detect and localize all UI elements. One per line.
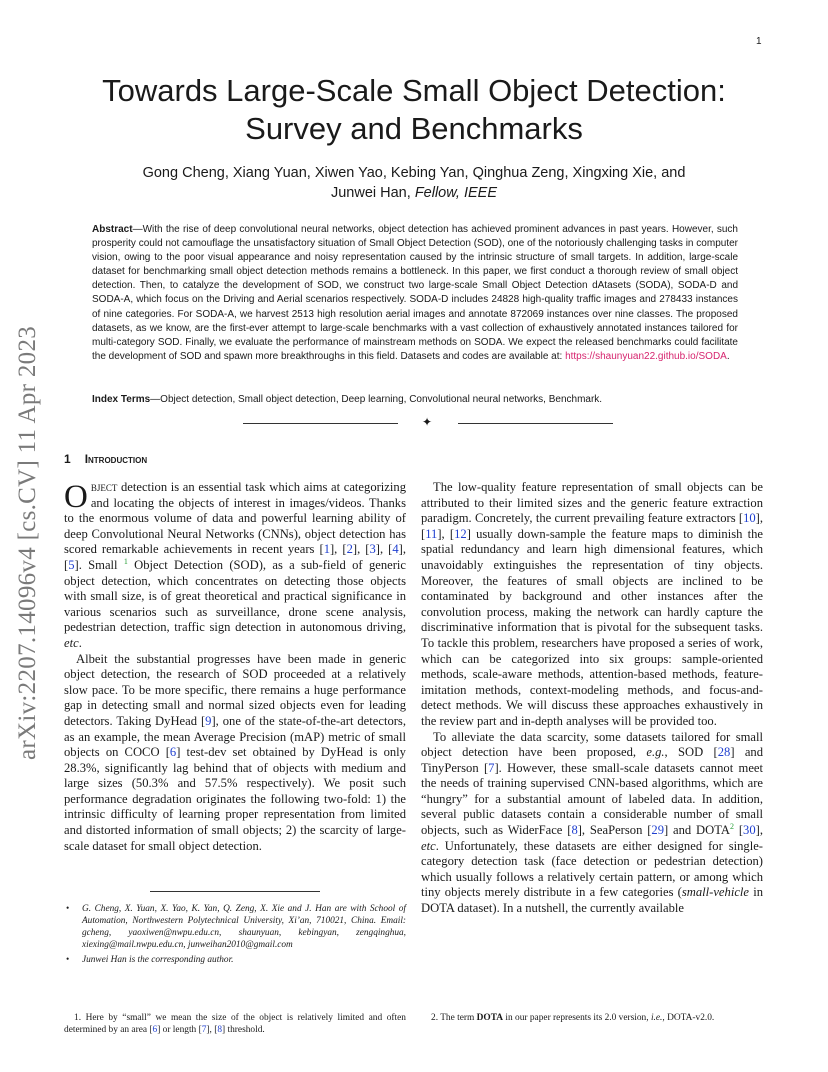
citation-link[interactable]: 6 [152, 1025, 158, 1035]
divider-rule-right [458, 423, 613, 424]
right-column [421, 480, 763, 917]
intro-paragraph-1 [64, 480, 406, 652]
citation-separator: ], [ [329, 542, 347, 557]
citation-link[interactable]: 3 [369, 542, 376, 557]
index-terms [92, 393, 738, 407]
divider-rule-left [243, 423, 398, 424]
footnote-text-bold: DOTA [476, 1013, 504, 1023]
intro-text: ]. Small [74, 557, 124, 572]
citation-link[interactable]: 4 [392, 542, 399, 557]
authors-line-2-name: Junwei Han, [330, 185, 415, 201]
footnote-1-marker[interactable]: 1 [123, 556, 128, 566]
paper-title [64, 72, 764, 148]
intro-text: Object Detection (SOD), as a sub-field of generic object detection, which concentrates on detecting those objects with small size, is of great theoretical and practical significance in various scenarios such as surveillance, drone scene analysis, pedestrian detection, traffic sign detection in autonomous driving, [64, 557, 406, 635]
abstract [92, 223, 738, 364]
intro-lead-word: bject [90, 480, 118, 494]
intro-text: [ [734, 823, 744, 838]
intro-text: in DOTA dataset). In a nutshell, the currently available [421, 885, 763, 916]
citation-separator: ], [ [64, 542, 406, 572]
footnote-text: ] or length [ [157, 1025, 202, 1035]
intro-text: To alleviate the data scarcity, some datasets tailored for small object detection have been proposed, [421, 729, 763, 760]
author-list [100, 163, 728, 203]
intro-text: detection is an essential task which aims at categorizing and locating the objects of interest in images/videos. Thanks to the enormous volume of data and powerful learning ability of deep Convolutional Neural Networks (CNNs), object detection has scored remarkable achievements in recent years [ [64, 480, 406, 557]
citation-link[interactable]: 30 [743, 823, 756, 838]
divider-diamond-icon: ✦ [422, 415, 433, 429]
intro-text-italic: etc [64, 635, 79, 650]
citation-link[interactable]: 1 [323, 542, 330, 557]
citation-separator: ], [ [437, 526, 455, 541]
citation-link[interactable]: 29 [651, 823, 664, 838]
footnote-text: , DOTA-v2.0. [662, 1013, 715, 1023]
citation-link[interactable]: 7 [488, 760, 495, 775]
authors-line-1: Gong Cheng, Xiang Yuan, Xiwen Yao, Kebing Yan, Qinghua Zeng, Xingxing Xie, and [142, 165, 686, 181]
intro-text: ] test-dev set obtained by DyHead is only 28.3%, significantly lag behind that of objects with medium and large sizes (50.3% and 57.5% respectively). We posit such performance degradation originates the following two-fold: 1) the intrinsic difficulty of learning proper representation from limited and distorted information of small objects; 2) the scarcity of large-scale dataset for small object detection. [64, 745, 406, 853]
citation-link[interactable]: 8 [571, 823, 578, 838]
affiliation-text: G. Cheng, X. Yuan, X. Yao, K. Yan, Q. Zeng, X. Xie and J. Han are with School of Automation, Northwestern Polytechnical University, Xi’an, 710021, China. Email: gcheng, yaoxiwen@nwpu.edu.cn, shaunyuan, kebingyan, zengqinghua, xiexing@mail.nwpu.edu.cn, junweihan2010@gmail.com [82, 904, 406, 950]
drop-cap-letter: O [64, 479, 88, 515]
citation-link[interactable]: 5 [68, 557, 75, 572]
authors-fellow-title: Fellow, IEEE [414, 185, 498, 201]
affiliation-item [64, 904, 406, 952]
title-line-2: Survey and Benchmarks [245, 111, 583, 146]
index-terms-label: Index Terms [92, 394, 151, 405]
citation-link[interactable]: 6 [169, 745, 177, 760]
section-number: 1 [64, 452, 71, 466]
citation-link[interactable]: 28 [717, 745, 731, 760]
affiliation-item [64, 955, 406, 967]
footnote-text: 2. The term [431, 1013, 477, 1023]
citation-separator: ], [ [352, 542, 370, 557]
intro-text: ] usually down-sample the feature maps to diminish the spatial redundancy and learn high dimensional features, which unavoidably extinguishes the representation of tiny objects. Moreover, the features of small objects are inclined to be contaminated by background and other instances after the convolution process, making the network can hardly capture the discriminative information that is pivotal for the subsequent tasks. To tackle this problem, researchers have proposed a series of work, which can be categorized into six groups: sample-oriented methods, scale-aware methods, attention-based methods, feature-imitation methods, context-modeling methods, and focus-and-detect methods. We will discuss these approaches exhaustively in the review part and in-depth analyses will be provided too. [421, 526, 763, 728]
abstract-text: —With the rise of deep convolutional neural networks, object detection has achieved prominent advances in past years. However, such prosperity could not camouflage the unsatisfactory situation of Small Object Detection (SOD), one of the notoriously challenging tasks in computer vision, owing to the poor visual appearance and noisy representation caused by the intrinsic structure of small targets. In addition, large-scale dataset for benchmarking small object detection methods remains a bottleneck. In this paper, we first conduct a thorough review of small object detection. Then, to catalyze the development of SOD, we construct two large-scale Small Object Detection dAtasets (SODA), SODA-D and SODA-A, which focus on the Driving and Aerial scenarios respectively. SODA-D includes 24828 high-quality traffic images and 278433 instances of nine categories. For SODA-A, we harvest 2513 high resolution aerial images and annotate 872069 instances over nine classes. The proposed datasets, as we know, are the first-ever attempt to large-scale benchmarks with a vast collection of exhaustively annotated instances tailored for multi-category SOD. Finally, we evaluate the performance of mainstream methods on SODA. We expect the released benchmarks could facilitate the development of SOD and spawn more breakthroughs in this field. Datasets and codes are available at: [92, 224, 738, 362]
page-number: 1 [756, 36, 762, 47]
arxiv-identifier-stamp[interactable]: arXiv:2207.14096v4 [cs.CV] 11 Apr 2023 [14, 325, 41, 760]
intro-text: ], one of the state-of-the-art detectors, as an example, the mean Average Precision (mAP) metric of small objects on COCO [ [64, 713, 406, 760]
section-divider [243, 415, 613, 430]
intro-text: The low-quality feature representation of small objects can be attributed to their limited sizes and the generic feature extraction paradigm. Concretely, the current prevailing feature extractors [ [421, 480, 763, 526]
abstract-end: . [726, 350, 730, 362]
bullet-icon: • [66, 904, 70, 914]
intro-paragraph-2 [64, 652, 406, 855]
citation-link[interactable]: 12 [454, 526, 467, 541]
footnote-rule [150, 891, 320, 892]
intro-text: . Unfortunately, these datasets are either designed for single-category detection task (face detection or pedestrian detection) which usually follows a relatively certain pattern, or among which tiny objects merely distribute in a few categories ( [421, 838, 763, 900]
title-line-1: Towards Large-Scale Small Object Detection: [102, 73, 726, 108]
intro-text: Albeit the substantial progresses have been made in generic object detection, the research of SOD proceeded at a relatively slow pace. To be more specific, there remains a huge performance gap in detecting small and normal sized objects even for leading detectors. Taking DyHead [ [64, 651, 406, 728]
citation-separator: ], [ [375, 542, 393, 557]
bullet-icon: • [66, 954, 70, 965]
footnote-2 [421, 1012, 763, 1024]
intro-text: ], SeaPerson [ [577, 823, 652, 838]
affiliation-text: Junwei Han is the corresponding author. [82, 954, 234, 965]
index-terms-text: —Object detection, Small object detection, Deep learning, Convolutional neural networks, Benchmark. [150, 394, 603, 405]
intro-paragraph-3 [421, 480, 763, 730]
footnote-2-marker[interactable]: 2 [730, 821, 735, 831]
intro-text: . [78, 635, 82, 650]
citation-link[interactable]: 11 [425, 526, 438, 541]
citation-link[interactable]: 7 [201, 1025, 207, 1035]
footnote-text: ], [ [206, 1025, 218, 1035]
left-column [64, 480, 406, 854]
citation-link[interactable]: 9 [205, 713, 212, 728]
affiliation-notes [64, 904, 406, 970]
footnote-text: in our paper represents its 2.0 version, [503, 1013, 651, 1023]
intro-text: ] and TinyPerson [ [421, 745, 764, 775]
footnote-1 [64, 1012, 406, 1036]
citation-link[interactable]: 2 [346, 542, 353, 557]
intro-paragraph-4 [421, 730, 763, 917]
intro-text: ] and DOTA [664, 823, 731, 838]
intro-text-italic: etc [421, 838, 436, 853]
intro-text-italic: small-vehicle [681, 885, 749, 900]
intro-text: ], [755, 823, 763, 838]
intro-text: , SOD [ [664, 745, 718, 760]
section-title: Introduction [84, 452, 148, 466]
footnote-text-italic: i.e. [650, 1013, 663, 1023]
dataset-link[interactable]: https://shaunyuan22.github.io/SODA [565, 350, 727, 362]
citation-separator: ], [ [421, 511, 763, 541]
citation-link[interactable]: 10 [743, 511, 756, 526]
abstract-label: Abstract [92, 224, 133, 235]
section-heading-introduction [64, 452, 147, 466]
footnote-text: ] threshold. [222, 1025, 265, 1035]
intro-text-italic: e.g. [646, 745, 665, 760]
footnote-text: 1. Here by “small” we mean the size of the object is relatively limited and often determined by an area [ [64, 1013, 406, 1035]
citation-link[interactable]: 8 [217, 1025, 223, 1035]
intro-text: ]. However, these small-scale datasets cannot meet the needs of training supervised CNN-based algorithms, which are “hungry” for a substantial amount of labeled data. In addition, several public datasets contain a considerable number of small objects, such as WiderFace [ [421, 760, 764, 838]
